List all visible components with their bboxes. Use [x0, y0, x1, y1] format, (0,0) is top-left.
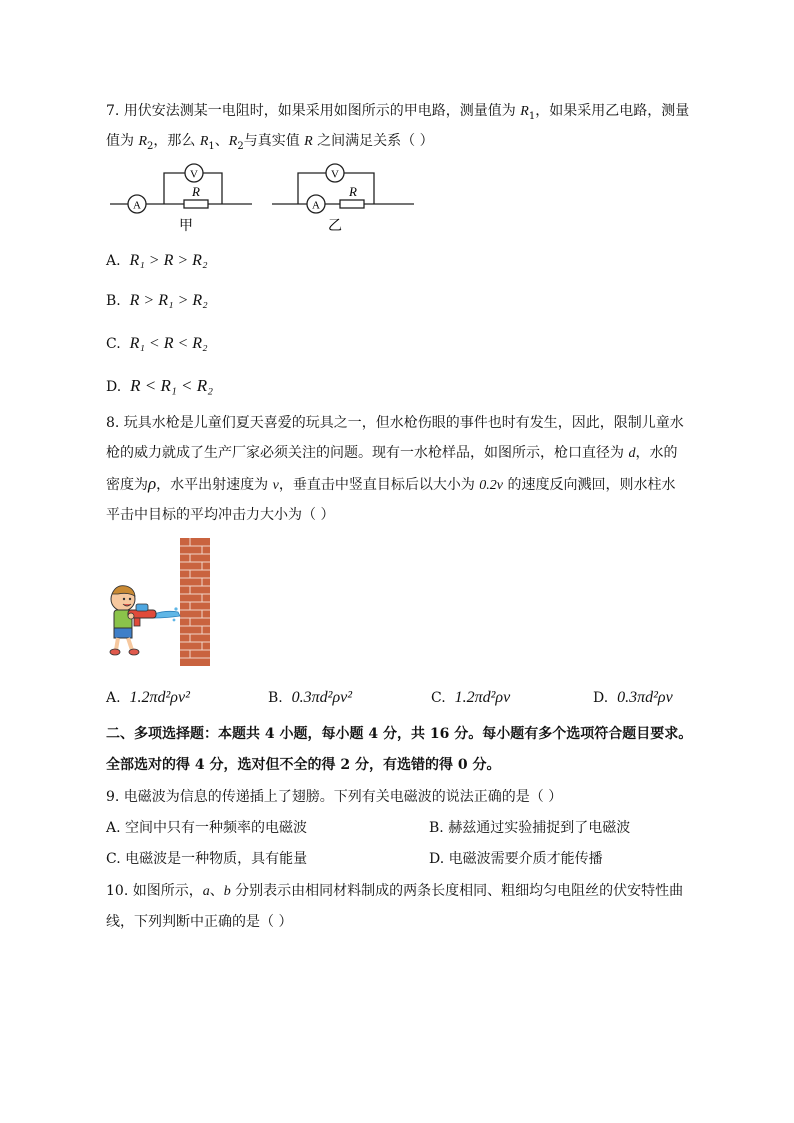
section2-heading-line2: 全部选对的得 4 分，选对但不全的得 2 分，有选错的得 0 分。 — [106, 757, 501, 773]
q8-stem-line4: 平击中目标的平均冲击力大小为（ ） — [106, 507, 335, 523]
q8-stem-line3: 密度为ρ，水平出射速度为 v，垂直击中竖直目标后以大小为 0.2v 的速度反向溅回，则水柱水 — [106, 474, 676, 493]
water-gun-illustration — [104, 536, 214, 668]
q7-option-a: A. R₁ > R > R₂ — [106, 252, 208, 269]
q7-stem-line2: 值为 $R_2$，那么 $R_1$、$R_2$与真实值 R 之间满足关系（ ） — [106, 133, 434, 152]
q8-stem-line2: 枪的威力就成了生产厂家必须关注的问题。现有一水枪样品，如图所示，枪口直径为 d，水的 — [106, 445, 678, 461]
voltmeter-label: V — [331, 168, 339, 181]
water-jet — [154, 611, 180, 618]
fig-jia-label: 甲 — [179, 219, 193, 234]
q10-stem-line1: 10. 如图所示，a、b 分别表示由相同材料制成的两条长度相同、粗细均匀电阻丝的伏安特性曲 — [106, 883, 684, 899]
circuit-yi-figure — [268, 160, 418, 240]
fig-yi-label: 乙 — [328, 219, 342, 234]
q7-option-b: B. R > R₁ > R₂ — [106, 292, 208, 309]
circuit-jia-figure — [106, 160, 256, 240]
q8-option-d: D. 0.3πd²ρv — [593, 689, 673, 706]
ammeter-label: A — [312, 199, 320, 212]
resistor-label: R — [192, 184, 200, 199]
q8-option-b: B. 0.3πd²ρv² — [268, 689, 353, 706]
q7-option-d: D. R < R₁ < R₂ — [106, 376, 214, 395]
q7-stem-line1: 7. 用伏安法测某一电阻时，如果采用如图所示的甲电路，测量值为 $R_1$，如果采用乙电路，测量 — [106, 103, 690, 122]
q8-option-c: C. 1.2πd²ρv — [431, 689, 511, 706]
q9-option-a: A. 空间中只有一种频率的电磁波 — [106, 820, 308, 836]
q7-option-c: C. R₁ < R < R₂ — [106, 335, 208, 352]
ammeter-label: A — [133, 199, 141, 212]
q8-stem-line1: 8. 玩具水枪是儿童们夏天喜爱的玩具之一，但水枪伤眼的事件也时有发生，因此，限制儿童水 — [106, 415, 684, 431]
voltmeter-label: V — [190, 168, 198, 181]
boy-shorts — [114, 628, 132, 638]
q9-option-d: D. 电磁波需要介质才能传播 — [429, 851, 603, 867]
q9-option-b: B. 赫兹通过实验捕捉到了电磁波 — [429, 820, 631, 836]
section2-heading-line1: 二、多项选择题：本题共 4 小题，每小题 4 分，共 16 分。每小题有多个选项符合题目要求。 — [106, 726, 693, 742]
q10-stem-line2: 线，下列判断中正确的是（ ） — [106, 914, 293, 930]
q8-option-a: A. 1.2πd²ρv² — [106, 689, 190, 706]
q9-stem: 9. 电磁波为信息的传递插上了翅膀。下列有关电磁波的说法正确的是（ ） — [106, 789, 563, 805]
resistor-label: R — [349, 184, 357, 199]
q9-option-c: C. 电磁波是一种物质，具有能量 — [106, 851, 308, 867]
